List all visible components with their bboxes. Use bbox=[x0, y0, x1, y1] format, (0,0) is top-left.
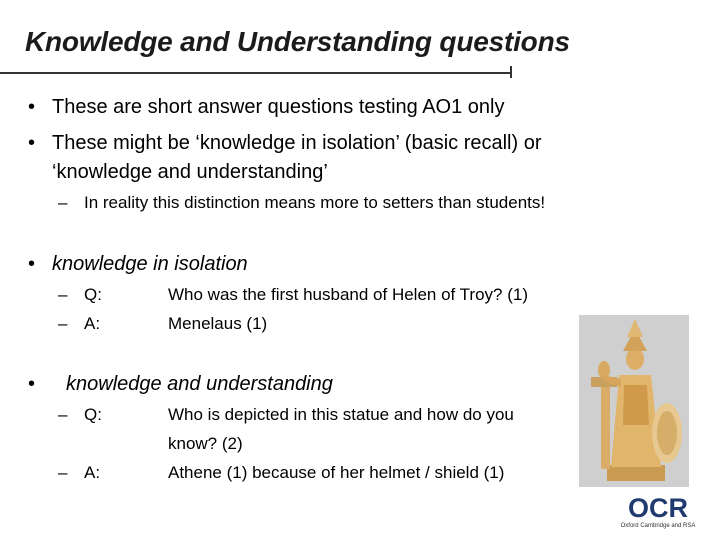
bullet-icon: • bbox=[28, 373, 36, 395]
dash-icon: – bbox=[58, 314, 68, 333]
answer-label: A: bbox=[84, 314, 101, 333]
bullet-icon: • bbox=[28, 253, 36, 275]
answer-label: A: bbox=[84, 463, 101, 482]
question-text-line2: know? (2) bbox=[168, 434, 243, 453]
question-label: Q: bbox=[84, 285, 102, 304]
question-text: Who was the first husband of Helen of Troy? (1) bbox=[168, 285, 529, 304]
dash-icon: – bbox=[58, 193, 68, 212]
ocr-logo bbox=[617, 492, 699, 530]
athena-statue-image bbox=[579, 315, 689, 487]
bullet-text-2: These might be ‘knowledge in isolation’ (basic recall) or bbox=[52, 132, 542, 154]
title-underline-end bbox=[510, 66, 512, 78]
section-heading-isolation: knowledge in isolation bbox=[52, 253, 248, 275]
sub-note: In reality this distinction means more to setters than students! bbox=[84, 193, 546, 212]
section-heading-understanding: knowledge and understanding bbox=[66, 373, 333, 395]
bullet-text-2-cont: ‘knowledge and understanding’ bbox=[52, 161, 328, 183]
slide-title: Knowledge and Understanding questions bbox=[25, 26, 570, 57]
answer-text: Menelaus (1) bbox=[168, 314, 268, 333]
title-underline bbox=[0, 72, 510, 74]
question-label: Q: bbox=[84, 405, 102, 424]
logo-tagline: Oxford Cambridge and RSA bbox=[620, 523, 696, 529]
dash-icon: – bbox=[58, 285, 68, 304]
answer-text: Athene (1) because of her helmet / shield (1) bbox=[168, 463, 505, 482]
question-text-line1: Who is depicted in this statue and how do you bbox=[168, 405, 514, 424]
logo-text: OCR bbox=[628, 493, 688, 523]
bullet-text-1: These are short answer questions testing AO1 only bbox=[52, 96, 505, 118]
dash-icon: – bbox=[58, 463, 68, 482]
bullet-icon: • bbox=[28, 96, 36, 118]
dash-icon: – bbox=[58, 405, 68, 424]
bullet-icon: • bbox=[28, 132, 36, 154]
